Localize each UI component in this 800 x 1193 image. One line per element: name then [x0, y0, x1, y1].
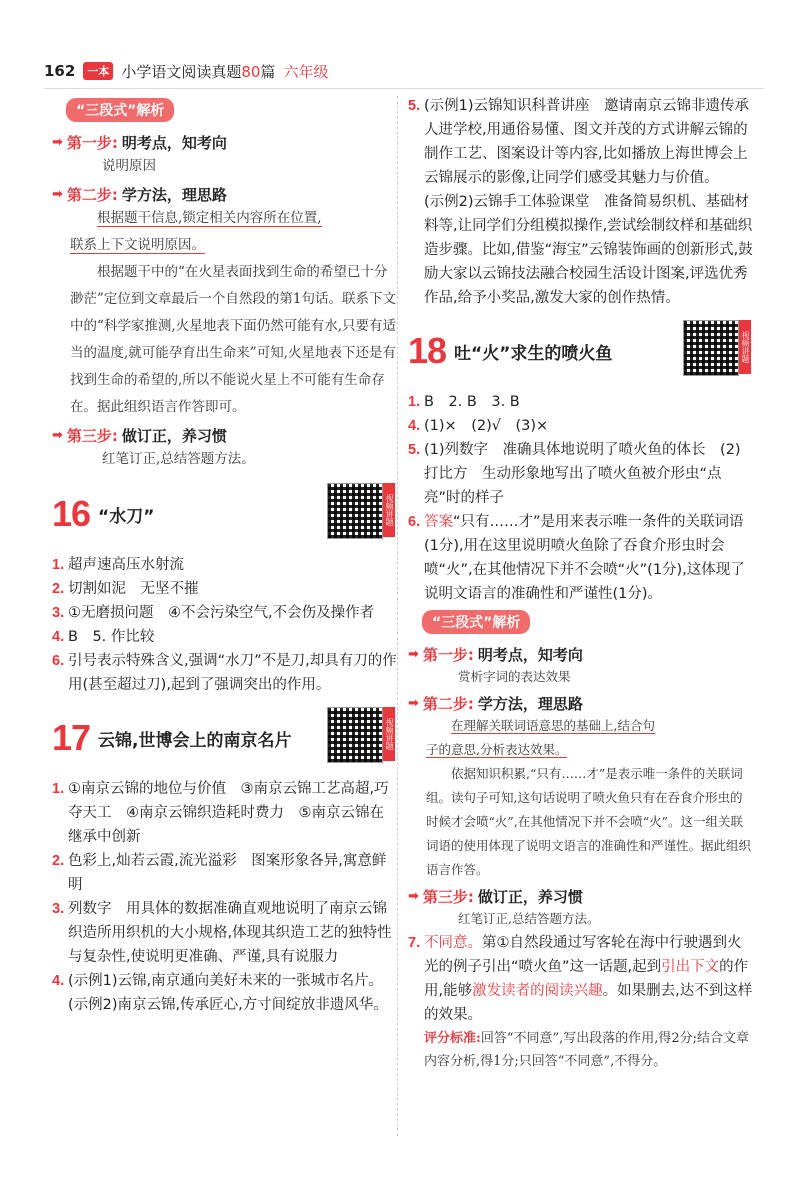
- arrow-icon: ➡: [52, 187, 63, 202]
- brand-logo: 一本: [83, 62, 113, 80]
- step-3: ➡ 第三步: 做订正，养习惯: [52, 427, 227, 445]
- step-1-text: 赏析字词的表达效果: [458, 669, 571, 684]
- section-title: 吐“火”求生的喷火鱼: [454, 343, 613, 364]
- section-title: 云锦,世博会上的南京名片: [98, 730, 292, 751]
- analysis-tag: “三段式”解析: [66, 98, 174, 122]
- answer-item: 4. B 5. 作比较: [52, 629, 155, 645]
- step-3: ➡ 第三步: 做订正，养习惯: [408, 888, 583, 906]
- answer-item: 3. 列数字 用具体的数据准确直观地说明了南京云锦织造所用织机的大小规格,体现其织造工艺的独特性与复杂性,使说明更准确、严谨,具有说服力: [52, 901, 392, 965]
- column-divider: [397, 96, 398, 1136]
- answer-continuation: (示例2)云锦手工体验课堂 准备简易织机、基础材料等,让同学们分组模拟操作,尝试绘制纹样和基础织造步骤。比如,借鉴“海宝”云锦装饰画的创新形式,鼓励大家以云锦技法融合校园生活设计图案,评选优秀作品,给予小奖品,激发大家的创作热情。: [424, 194, 753, 306]
- video-tab[interactable]: 视频讲题: [383, 483, 395, 537]
- section-number: 16: [52, 493, 91, 534]
- section-number: 18: [408, 330, 447, 371]
- step-3-text: 红笔订正,总结答题方法。: [102, 451, 255, 467]
- step-1: ➡ 第一步: 明考点，知考向: [408, 646, 583, 664]
- video-tab[interactable]: 视频讲题: [383, 707, 395, 761]
- step-2-method: 根据题干信息,锁定相关内容所在位置,: [97, 210, 322, 226]
- analysis-tag: “三段式”解析: [422, 610, 530, 634]
- step-2: ➡ 第二步: 学方法，理思路: [52, 186, 227, 204]
- answer-item: 3. ①无磨损问题 ④不会污染空气,不会伤及操作者: [52, 605, 375, 621]
- section-number: 17: [52, 717, 91, 758]
- step-2-method-cont: 联系上下文说明原因。: [70, 237, 205, 253]
- arrow-icon: ➡: [408, 696, 419, 711]
- qr-code-icon[interactable]: [683, 320, 739, 376]
- step-2-explanation: 根据题干中的“在火星表面找到生命的希望已十分渺茫”定位到文章最后一个自然段的第1句话。联系下文中的“科学家推测,火星地表下面仍然可能有水,只要有适当的温度,就可能孕育出生命来”可知,火星地表下还是有找到生命的希望的,所以不能说火星上不可能有生命存在。据此组织语言作答即可。: [70, 264, 396, 415]
- step-1-text: 说明原因: [102, 158, 156, 174]
- scoring-criteria: 评分标准:回答“不同意”,写出段落的作用,得2分;结合文章内容分析,得1分;只回答“不同意”,不得分。: [424, 1031, 750, 1069]
- step-3-text: 红笔订正,总结答题方法。: [458, 911, 600, 926]
- step-2-method: 在理解关联词语意思的基础上,结合句: [451, 718, 655, 733]
- arrow-icon: ➡: [408, 889, 419, 904]
- answer-item: 6. 引号表示特殊含义,强调“水刀”不是刀,却具有刀的作用(甚至超过刀),起到了强调突出的作用。: [52, 653, 397, 693]
- step-2-method-cont: 子的意思,分析表达效果。: [426, 742, 568, 757]
- answer-item: 1. 超声速高压水射流: [52, 557, 184, 573]
- book-title: 小学语文阅读真题80篇: [121, 62, 276, 81]
- answer-item: 5. (1)列数字 准确具体地说明了喷火鱼的体长 (2)打比方 生动形象地写出了喷火鱼被介形虫“点亮”时的样子: [408, 442, 741, 506]
- grade-label: 六年级: [283, 62, 329, 81]
- answer-item: 4. (示例1)云锦,南京通向美好未来的一张城市名片。: [52, 973, 384, 989]
- step-1: ➡ 第一步: 明考点，知考向: [52, 134, 227, 152]
- right-column: [408, 94, 753, 1073]
- answer-item: 6. 答案“只有……才”是用来表示唯一条件的关联词语(1分),用在这里说明喷火鱼除了吞食介形虫时会喷“火”,在其他情况下并不会喷“火”(1分),这体现了说明文语言的准确性和严谨性(1分)。: [408, 514, 745, 602]
- arrow-icon: ➡: [52, 135, 63, 150]
- page-number: 162: [44, 62, 76, 80]
- step-2-explanation: 依据知识积累,“只有……才”是表示唯一条件的关联词组。读句子可知,这句话说明了喷火鱼只有在吞食介形虫的时候才会喷“火”,在其他情况下并不会喷“火”。这一组关联词语的使用体现了说明文语言的准确性和严谨性。据此组织语言作答。: [426, 766, 752, 877]
- qr-code-icon[interactable]: [327, 707, 383, 763]
- arrow-icon: ➡: [52, 428, 63, 443]
- section-18-header: [408, 320, 753, 382]
- answer-item: 4. (1)× (2)√ (3)×: [408, 418, 549, 434]
- section-16-header: [52, 483, 397, 545]
- answer-item: 2. 切割如泥 无坚不摧: [52, 581, 199, 597]
- section-17-header: [52, 707, 397, 769]
- answer-item: 1. ①南京云锦的地位与价值 ③南京云锦工艺高超,巧夺天工 ④南京云锦织造耗时费力 ⑤南京云锦在继承中创新: [52, 781, 389, 845]
- arrow-icon: ➡: [408, 647, 419, 662]
- answer-item: 5. (示例1)云锦知识科普讲座 邀请南京云锦非遗传承人进学校,用通俗易懂、图文并茂的方式讲解云锦的制作工艺、图案设计等内容,比如播放上海世博会上云锦展示的影像,让同学们感受其魅力与价值。: [408, 98, 750, 186]
- step-2: ➡ 第二步: 学方法，理思路: [408, 695, 583, 713]
- header-rule: [44, 88, 764, 89]
- answer-item: 7. 不同意。第①自然段通过写客轮在海中行驶遇到火光的例子引出“喷火鱼”这一话题,起到引出下文的作用,能够激发读者的阅读兴趣。如果删去,达不到这样的效果。: [408, 935, 753, 1023]
- qr-code-icon[interactable]: [327, 483, 383, 539]
- answer-item: 1. B 2. B 3. B: [408, 394, 520, 410]
- video-tab[interactable]: 视频讲题: [739, 320, 751, 374]
- answer-item: 2. 色彩上,灿若云霞,流光溢彩 图案形象各异,寓意鲜明: [52, 853, 387, 893]
- page-header: [44, 56, 764, 86]
- left-column: [52, 94, 397, 1017]
- section-title: “水刀”: [98, 506, 155, 527]
- answer-continuation: (示例2)南京云锦,传承匠心,方寸间绽放非遗风华。: [68, 997, 388, 1013]
